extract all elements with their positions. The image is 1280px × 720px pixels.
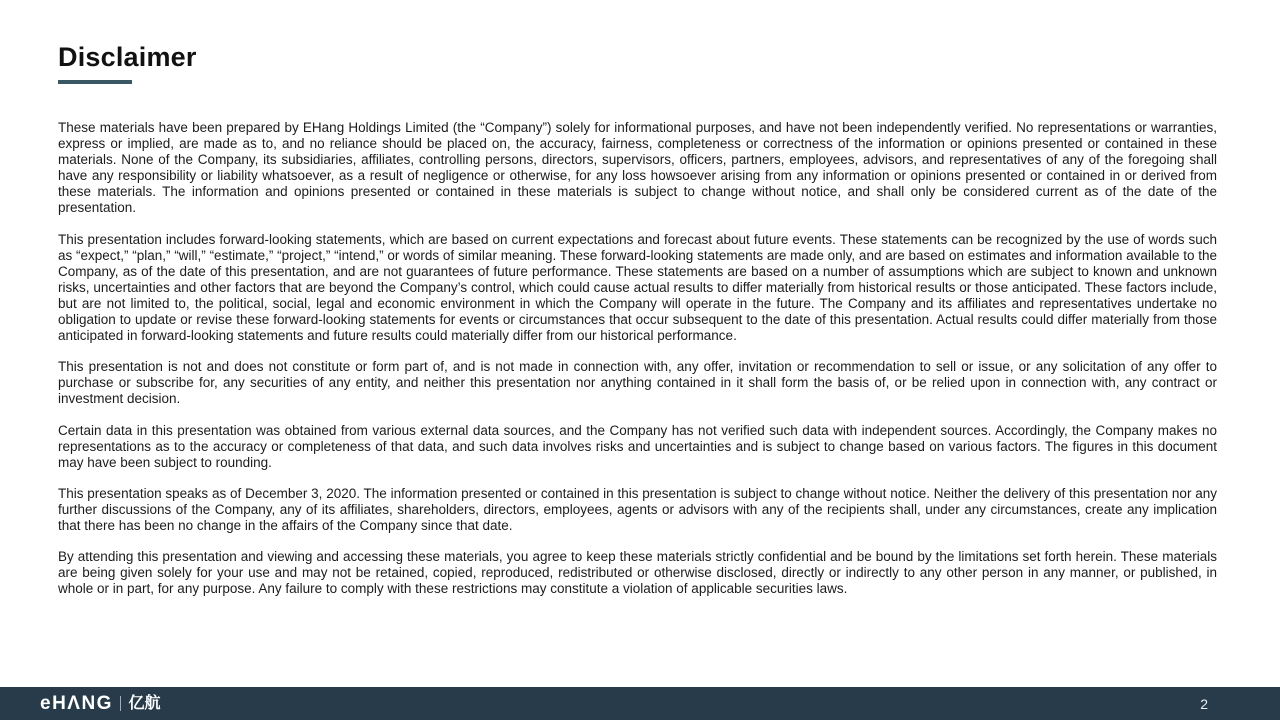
page-number: 2 bbox=[1200, 695, 1208, 712]
logo-divider bbox=[120, 696, 122, 711]
disclaimer-paragraph: These materials have been prepared by EHang Holdings Limited (the “Company”) solely for informational purposes, and have not been independently verified. No representations or warranties, express or implied, are made as to, and no reliance should be placed on, the accuracy, fairness, completeness or correctness of the information or opinions presented or contained in these materials. None of the Company, its subsidiaries, affiliates, controlling persons, directors, supervisors, officers, partners, employees, advisors, and representatives of any of the foregoing shall have any responsibility or liability whatsoever, as a result of negligence or otherwise, for any loss howsoever arising from any information or opinions presented or contained in or derived from these materials. The information and opinions presented or contained in these materials is subject to change without notice, and shall only be considered current as of the date of the presentation. bbox=[58, 120, 1217, 216]
disclaimer-body bbox=[58, 120, 1217, 612]
ehang-logo-cjk: 亿航 bbox=[128, 694, 161, 712]
disclaimer-paragraph: Certain data in this presentation was obtained from various external data sources, and the Company has not verified such data with independent sources. Accordingly, the Company makes no representations as to the accuracy or completeness of that data, and such data involves risks and uncertainties and is subject to change based on various factors. The figures in this document may have been subject to rounding. bbox=[58, 422, 1217, 470]
disclaimer-paragraph: This presentation speaks as of December 3, 2020. The information presented or contained in this presentation is subject to change without notice. Neither the delivery of this presentation nor any further discussions of the Company, any of its affiliates, shareholders, directors, employees, agents or advisors with any of the recipients shall, under any circumstances, create any implication that there has been no change in the affairs of the Company since that date. bbox=[58, 485, 1217, 533]
disclaimer-paragraph: This presentation includes forward-looking statements, which are based on current expectations and forecast about future events. These statements can be recognized by the use of words such as “expect,” “plan,” “will,” “estimate,” “project,” “intend,” or words of similar meaning. These forward-looking statements are made only, and are based on estimates and information available to the Company, as of the date of this presentation, and are not guarantees of future performance. These statements are based on a number of assumptions which are subject to known and unknown risks, uncertainties and other factors that are beyond the Company’s control, which could cause actual results to differ materially from historical results or those anticipated. These factors include, but are not limited to, the political, social, legal and economic environment in which the Company will operate in the future. The Company and its affiliates and representatives undertake no obligation to update or revise these forward-looking statements for events or circumstances that occur subsequent to the date of this presentation. Actual results could differ materially from those anticipated in forward-looking statements and future results could materially differ from our historical performance. bbox=[58, 231, 1217, 344]
ehang-logo-latin: eHΛNG bbox=[40, 693, 113, 714]
disclaimer-paragraph: This presentation is not and does not constitute or form part of, and is not made in connection with, any offer, invitation or recommendation to sell or issue, or any solicitation of any offer to purchase or subscribe for, any securities of any entity, and neither this presentation nor anything contained in it shall form the basis of, or be relied upon in connection with, any contract or investment decision. bbox=[58, 359, 1217, 407]
footer-bar bbox=[0, 687, 1280, 720]
page-title: Disclaimer bbox=[58, 42, 197, 72]
ehang-logo bbox=[40, 694, 160, 713]
disclaimer-paragraph: By attending this presentation and viewing and accessing these materials, you agree to keep these materials strictly confidential and be bound by the limitations set forth herein. These materials are being given solely for your use and may not be retained, copied, reproduced, redistributed or otherwise disclosed, directly or indirectly to any other person in any manner, or published, in whole or in part, for any purpose. Any failure to comply with these restrictions may constitute a violation of applicable securities laws. bbox=[58, 549, 1217, 597]
title-underline bbox=[58, 80, 132, 84]
